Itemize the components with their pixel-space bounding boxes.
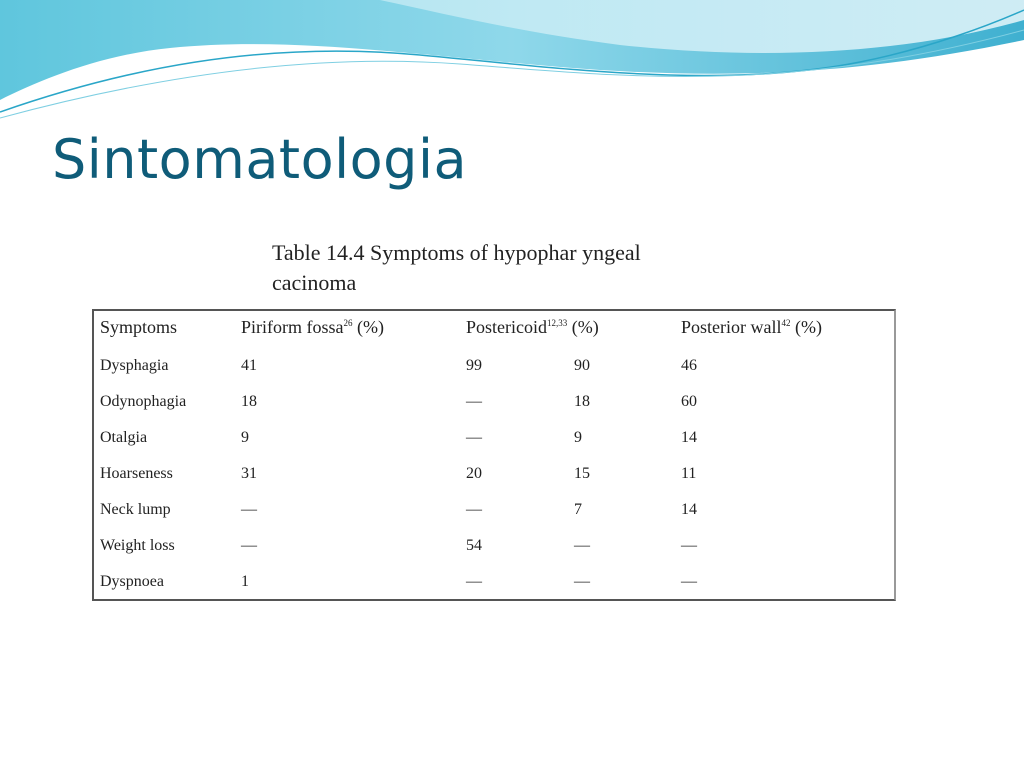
cell-piriform: — (241, 537, 257, 554)
table-row (94, 429, 894, 459)
cell-postericoid-b: 7 (574, 501, 582, 518)
cell-symptom: Odynophagia (100, 393, 187, 410)
cell-postericoid-a: 54 (466, 537, 482, 554)
cell-posterior-wall: 11 (681, 465, 697, 482)
table-caption (272, 238, 832, 298)
header-posterior-wall: Posterior wall$^{42}$ (%) (681, 317, 822, 337)
cell-piriform: 18 (241, 393, 257, 410)
cell-postericoid-b: — (574, 573, 590, 590)
cell-postericoid-a: — (466, 501, 482, 518)
cell-postericoid-a: — (466, 573, 482, 590)
cell-postericoid-a: 99 (466, 357, 482, 374)
cell-postericoid-b: 15 (574, 465, 590, 482)
table-row (94, 465, 894, 495)
cell-posterior-wall: 14 (681, 429, 697, 446)
header-piriform-fossa: Piriform fossa$^{26}$ (%) (241, 317, 384, 337)
table-row (94, 537, 894, 567)
header-postericoid: Postericoid$^{12,33}$ (%) (466, 317, 599, 337)
table-row (94, 393, 894, 423)
cell-posterior-wall: — (681, 537, 697, 554)
cell-piriform: 1 (241, 573, 249, 590)
slide-title: Sintomatologia (52, 128, 468, 191)
table-header-row (94, 317, 894, 347)
cell-posterior-wall: — (681, 573, 697, 590)
cell-postericoid-b: 9 (574, 429, 582, 446)
caption-line-2: cacinoma (272, 270, 357, 295)
cell-posterior-wall: 46 (681, 357, 697, 374)
table-row (94, 573, 894, 603)
header-wave-decoration (0, 0, 1024, 130)
header-symptoms: Symptoms (100, 317, 178, 337)
cell-postericoid-a: — (466, 393, 482, 410)
cell-piriform: 9 (241, 429, 249, 446)
cell-postericoid-b: 90 (574, 357, 590, 374)
cell-posterior-wall: 14 (681, 501, 697, 518)
cell-symptom: Dyspnoea (100, 573, 164, 590)
cell-symptom: Dysphagia (100, 357, 169, 374)
cell-symptom: Hoarseness (100, 465, 173, 482)
cell-piriform: 31 (241, 465, 257, 482)
cell-postericoid-a: — (466, 429, 482, 446)
cell-posterior-wall: 60 (681, 393, 697, 410)
cell-symptom: Neck lump (100, 501, 171, 518)
symptoms-table (92, 309, 896, 601)
cell-piriform: 41 (241, 357, 257, 374)
table-row (94, 501, 894, 531)
symptoms-table-image (86, 236, 904, 606)
cell-symptom: Otalgia (100, 429, 148, 446)
cell-postericoid-b: — (574, 537, 590, 554)
table-row (94, 357, 894, 387)
cell-postericoid-b: 18 (574, 393, 590, 410)
cell-postericoid-a: 20 (466, 465, 482, 482)
caption-line-1: Table 14.4 Symptoms of hypophar yngeal (272, 240, 641, 265)
cell-symptom: Weight loss (100, 537, 175, 554)
cell-piriform: — (241, 501, 257, 518)
